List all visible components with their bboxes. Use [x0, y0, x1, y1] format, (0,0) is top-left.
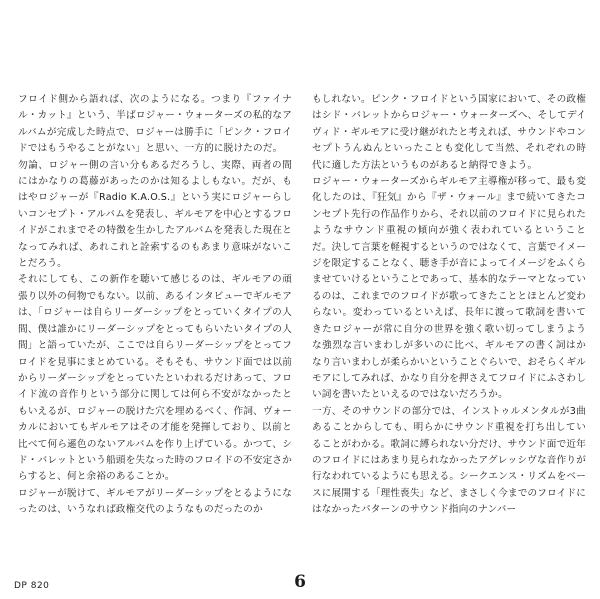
right-paragraph: もしれない。ピンク・フロイドという国家において、その政権はシド・バレットからロジャー・ウォーターズへ、そしてデイヴィド・ギルモアに受け継がれたと考えれば、サウンドやコンセプトうんぬんといったことも変化して当然、それぞれの時代に適した方法というものがあると納得できよう。: [312, 94, 586, 171]
page-number: 6: [294, 572, 306, 592]
left-text-column: [18, 92, 292, 552]
catalog-number: DP 820: [14, 581, 50, 591]
left-paragraph: 勿論、ロジャー側の言い分もあるだろうし、実際、両者の間にはかなりの葛藤があったのかは知るよしもない。だが、もはやロジャーが『Radio K.A.O.S.』という実にロジャーらしいコンセプト・アルバムを発表し、ギルモアを中心とするフロイドがこれまでその特徴を生かしたアルバムを発表した現在となってみれば、あれこれと詮索するのもあまり意味がないことだろう。: [18, 159, 292, 270]
left-paragraph: それにしても、この新作を聴いて感じるのは、ギルモアの頑張り以外の何物でもない。以前、あるインタビューでギルモアは、「ロジャーは自らリーダーシップをとっていくタイプの人間、僕は誰かにリーダーシップをとってもらいたいタイプの人間」と語っていたが、ここでは自らリーダーシップをとってフロイドを見事にまとめている。そもそも、サウンド面では以前からリーダーシップをとっていたといわれるだけあって、フロイド流の音作りという部分に関しては何ら不安がなかったともいえるが、ロジャーの脱けた穴を埋めるべく、作詞、ヴォーカルにおいてもギルモアはその才能を発揮しており、以前と比べて何ら遜色のないアルバムを作り上げている。かつて、シド・バレットという船頭を失なった時のフロイドの不安定さからすると、何と余裕のあることか。: [18, 274, 292, 483]
right-paragraph: 一方、そのサウンドの部分では、インストゥルメンタルが3曲あることからしても、明らかにサウンド重視を打ち出していることがわかる。歌詞に縛られない分だけ、サウンド面で近年のフロイドにはあまり見られなかったアグレッシヴな音作りが行なわれているようにも思える。シークエンス・リズムをベースに展開する「理性喪失」など、まさしく今までのフロイドにはなかったパターンのサウンド指向のナンバー: [312, 405, 586, 516]
left-paragraph: ロジャーが脱けて、ギルモアがリーダーシップをとるようになったのは、いうなれば政権交代のようなものだったのか: [18, 487, 292, 516]
right-text-column: [312, 92, 586, 552]
right-paragraph: ロジャー・ウォーターズからギルモア主導権が移って、最も変化したのは、『狂気』から『ザ・ウォール』まで続いてきたコンセプト先行の作品作りから、それ以前のフロイドに見られたようなサウンド重視の傾向が強く表われているということだ。決して言葉を軽視するというのではなくて、言葉でイメージを限定することなく、聴き手が音によってイメージをふくらませていけるということであって、基本的なテーマとなっているのは、これまでのフロイドが歌ってきたこととほとんど変わらない。変わっているといえば、長年に渡って歌詞を書いてきたロジャーが常に自分の世界を強く歌い切ってしまうような強烈な言いまわしが多いのに比べ、ギルモアの書く詞はかなり言いまわしが柔らかいということぐらいで、おそらくギルモアにしてみれば、かなり自分を押さえてフロイドにふさわしい詞を書いたといえるのではないだろうか。: [312, 176, 586, 401]
left-paragraph: フロイド側から語れば、次のようになる。つまり『ファイナル・カット』という、半ばロジャー・ウォーターズの私的なアルバムが完成した時点で、ロジャーは勝手に「ピンク・フロイドではもうやることがない」と思い、一方的に脱けたのだ。: [18, 94, 292, 155]
